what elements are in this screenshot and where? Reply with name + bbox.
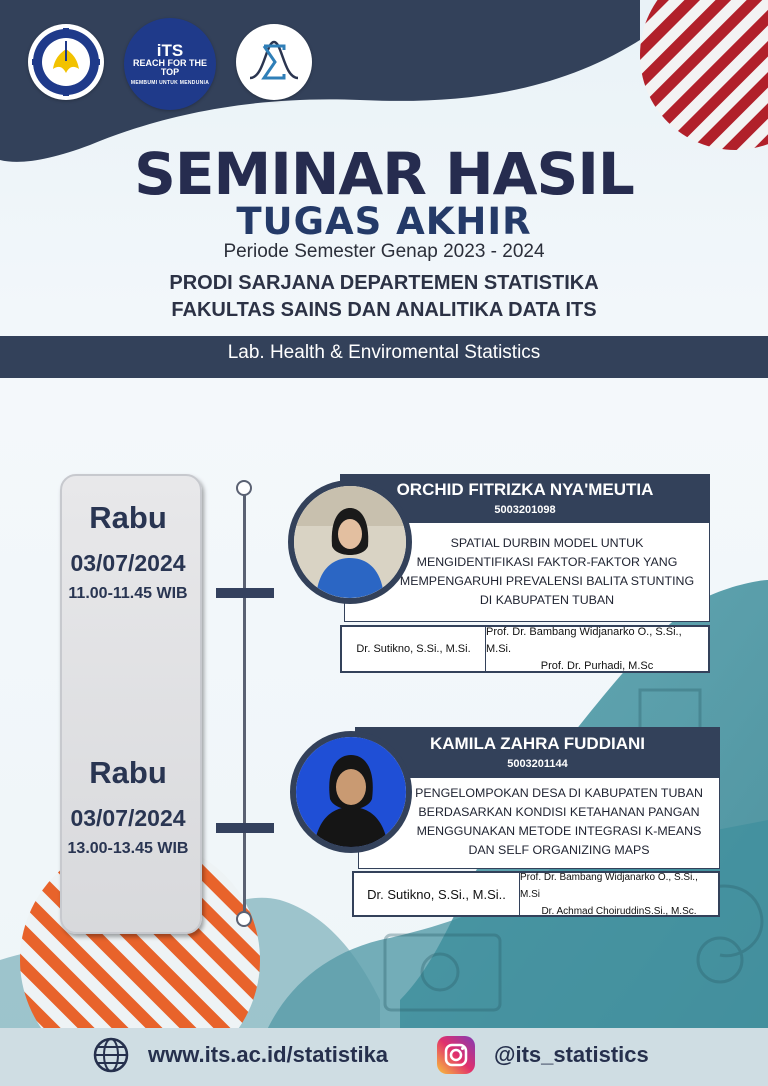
session-2-student-id: 5003201144: [507, 758, 568, 770]
session-1-student-photo: [288, 480, 412, 604]
title-tugas-akhir: TUGAS AKHIR: [236, 200, 532, 243]
examiner-name: Prof. Dr. Bambang Widjanarko O., S.Si., M.Si: [520, 871, 698, 900]
faculty-line: FAKULTAS SAINS DAN ANALITIKA DATA ITS: [171, 299, 597, 321]
thesis-line: PENGELOMPOKAN DESA DI KABUPATEN TUBAN: [415, 786, 703, 800]
session-1-day: Rabu: [89, 500, 167, 535]
student-portrait-icon: [296, 737, 406, 847]
session-1-advisors: [340, 625, 710, 673]
schedule-panel: [60, 474, 202, 934]
prodi-text: [0, 270, 768, 324]
thesis-line: DI KABUPATEN TUBAN: [479, 593, 615, 607]
session-2-time: 13.00-13.45 WIB: [67, 840, 189, 857]
session-1-date: 03/07/2024: [70, 550, 186, 576]
thesis-line: BERDASARKAN KONDISI KETAHANAN PANGAN: [418, 805, 700, 819]
thesis-line: MEMPENGARUHI PREVALENSI BALITA STUNTING: [399, 574, 695, 588]
session-2-student-photo: [290, 731, 412, 853]
its-emblem-logo: [28, 24, 104, 100]
session-2-advisors: [352, 871, 720, 917]
period-text: Periode Semester Genap 2023 - 2024: [223, 241, 545, 262]
session-1-examiners: [486, 627, 708, 671]
thesis-line: SPATIAL DURBIN MODEL UNTUK: [450, 536, 644, 550]
session-1-time: 11.00-11.45 WIB: [68, 585, 188, 602]
session-1-student-name: ORCHID FITRIZKA NYA'MEUTIA: [396, 480, 654, 499]
its-reach-for-the-top-logo: iTS REACH FOR THE TOP MEMBUMI UNTUK MENDUNIA: [124, 18, 216, 110]
timeline-connector-2: [216, 823, 274, 833]
thesis-line: MENGGUNAKAN METODE INTEGRASI K-MEANS: [416, 824, 702, 838]
statistics-sigma-logo: [236, 24, 312, 100]
timeline-start-node: [236, 480, 252, 496]
session-2-header: [355, 727, 720, 777]
session-2-thesis-title: [358, 777, 720, 869]
garuda-gear-icon: [31, 27, 101, 97]
thesis-line: DAN SELF ORGANIZING MAPS: [468, 843, 650, 857]
timeline-end-node: [236, 911, 252, 927]
website-link[interactable]: www.its.ac.id/statistika: [148, 1042, 389, 1067]
instagram-handle[interactable]: @its_statistics: [494, 1042, 649, 1067]
lab-banner: Lab. Health & Enviromental Statistics: [0, 336, 768, 378]
timeline-connector-1: [216, 588, 274, 598]
examiner-name: Prof. Dr. Purhadi, M.Sc: [540, 659, 654, 672]
session-1-supervisor: Dr. Sutikno, S.Si., M.Si.: [342, 627, 486, 671]
session-2-date: 03/07/2024: [70, 805, 186, 831]
session-2-day: Rabu: [89, 755, 167, 790]
instagram-icon: [437, 1036, 475, 1074]
thesis-line: MENGIDENTIFIKASI FAKTOR-FAKTOR YANG: [416, 555, 678, 569]
examiner-name: Dr. Achmad ChoiruddinS.Si., M.Sc.: [541, 905, 697, 917]
sigma-bell-curve-icon: [244, 32, 304, 92]
title-seminar-hasil: SEMINAR HASIL: [134, 140, 634, 208]
examiner-name: Prof. Dr. Bambang Widjanarko O., S.Si., M.Si.: [486, 625, 682, 655]
session-2-examiners: [520, 873, 718, 915]
timeline-line: [243, 490, 246, 920]
session-1-student-id: 5003201098: [494, 504, 556, 516]
session-2-supervisor: Dr. Sutikno, S.Si., M.Si..: [354, 873, 520, 915]
student-portrait-icon: [294, 486, 406, 598]
globe-icon: [92, 1036, 130, 1074]
session-2-student-name: KAMILA ZAHRA FUDDIANI: [430, 734, 645, 753]
prodi-line: PRODI SARJANA DEPARTEMEN STATISTIKA: [169, 272, 599, 294]
